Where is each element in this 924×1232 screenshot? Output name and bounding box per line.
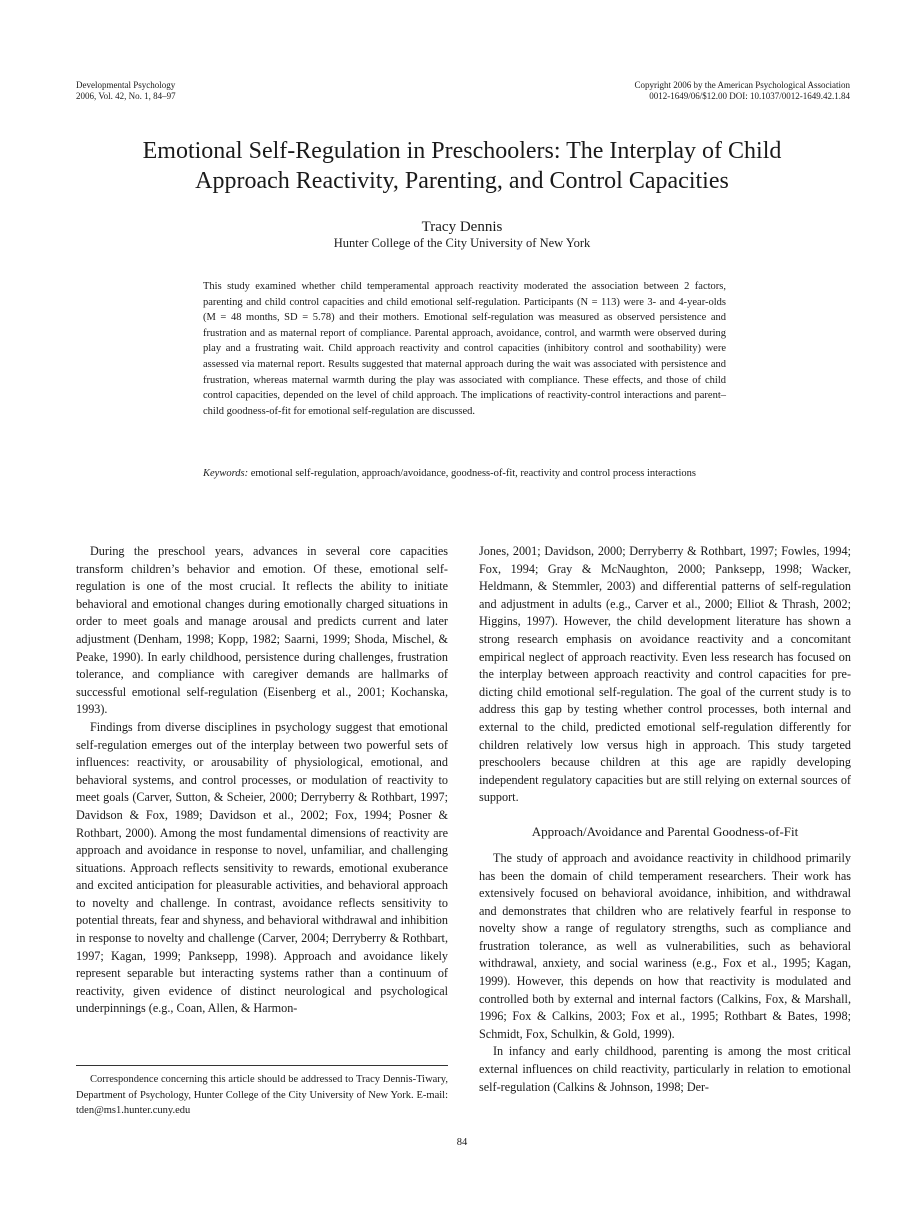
body-paragraph: Findings from diverse disciplines in psychology suggest that emotional self-regulation emerges out of the interplay between two powerful sets of influences: reactivity, or arousability of physiological, emotional, and behavioral systems, and control processes, or modulation of reactivity to meet goals (Carver, Sutton, & Scheier, 2000; Derryberry & Rothbart, 1997; Davidson & Fox, 1989; Davidson et al., 2002; Fox, 1994; Posner & Rothbart, 2000). Among the most fundamental dimensions of reactivity are approach and avoidance in response to novel, unfamiliar, and challenging situations. Approach reflects sensitivity to rewards, emotional exuberance and excited anticipation for pleasurable activities, and behavioral approach to novelty and challenge. In contrast, avoidance reflects sensitivity to potential threats, fear and shyness, and behavioral withdrawal and inhibition in response to novelty and challenge (Carver, 2004; Derryberry & Rothbart, 1997; Kagan, 1999; Panksepp, 1998). Approach and avoidance likely represent separable but interacting systems rather than a continuum of reactivity, given evidence of distinct neurological and psychological underpinnings (e.g., Coan, Allen, & Harmon-	[76, 719, 448, 1016]
keywords-text: emotional self-regulation, approach/avoidance, goodness-of-fit, reactivity and control process interactions	[248, 468, 696, 479]
body-paragraph: In infancy and early childhood, parenting is among the most critical external influences on child reactivity, particularly in relation to emotional self-regulation (Calkins & Johnson, 1998; Der-	[479, 1044, 851, 1094]
author-affiliation: Hunter College of the City University of New York	[333, 236, 591, 250]
article-title	[60, 136, 864, 196]
copyright-line: Copyright 2006 by the American Psychological Association	[634, 80, 850, 90]
journal-header	[76, 80, 176, 102]
keywords-label: Keywords:	[203, 468, 249, 479]
body-paragraph: The study of approach and avoidance reactivity in childhood primarily has been the domain of child temperament researchers. Their work has extensively focused on behavioral avoidance, inhibition, and withdrawal and demonstrates that children who are relatively fearful in response to novelty show a range of regulatory strengths, such as compliance and frustration tolerance, as well as vulnerabilities, such as behavioral withdrawal, anxiety, and social wariness (e.g., Fox et al., 1995; Kagan, 1999). However, this depends on how that reactivity is modulated and controlled both by external and internal factors (Calkins, Fox, & Marshall, 1996; Fox & Calkins, 2003; Fox et al., 1995; Rothbart & Bates, 1998; Schmidt, Fox, Schulkin, & Gold, 1999).	[479, 850, 851, 1041]
volume-info: 2006, Vol. 42, No. 1, 84–97	[76, 91, 176, 101]
body-column-left	[76, 543, 448, 1018]
copyright-header	[635, 80, 850, 102]
correspondence-footnote: Correspondence concerning this article should be addressed to Tracy Dennis-Tiwary, Department of Psychology, Hunter College of the City University of New York. E-mail: tden@ms1.hunter.cuny.edu	[76, 1074, 448, 1117]
journal-name: Developmental Psychology	[76, 80, 176, 90]
author-name: Tracy Dennis	[421, 219, 503, 235]
title-line-2: Approach Reactivity, Parenting, and Control Capacities	[195, 168, 729, 194]
body-column-right	[479, 543, 851, 1096]
page-number: 84	[456, 1137, 468, 1148]
title-line-1: Emotional Self-Regulation in Preschoolers: The Interplay of Child	[142, 138, 782, 164]
section-heading: Approach/Avoidance and Parental Goodness-of-Fit	[531, 823, 799, 839]
body-paragraph: During the preschool years, advances in several core capacities transform children’s behavior and emotion. Of these, emotional self-regulation is one of the most crucial. It reflects the ability to initiate behavioral and emotional changes during emotionally charged situations in order to meet goals and manage arousal and predicts current and later adjustment (Denham, 1998; Kopp, 1982; Saarni, 1999; Shoda, Mischel, & Peake, 1990). In early childhood, persistence during challenges, frustration tolerance, and compliance with caregiver demands are hallmarks of successful emotional self-regulation (Eisenberg et al., 2001; Kochanska, 1993).	[76, 544, 448, 717]
footnote-divider	[76, 1065, 448, 1066]
doi-line: 0012-1649/06/$12.00 DOI: 10.1037/0012-1649.42.1.84	[649, 91, 850, 101]
keywords	[203, 466, 726, 482]
body-paragraph: Jones, 2001; Davidson, 2000; Derryberry & Rothbart, 1997; Fowles, 1994; Fox, 1994; Gray & McNaughton, 2000; Panksepp, 1998; Wacker, Heldmann, & Stemmler, 2003) and differential patterns of self-regulation and adjustment in adults (e.g., Carver et al., 2000; Elliot & Thrash, 2002; Higgins, 1997). However, the child development literature has shown a strong research emphasis on avoidance reactivity and a concomitant empirical neglect of approach reactivity. Even less research has focused on the interplay between approach reactivity and control capacities for predicting child emotional self-regulation. The goal of the current study is to address this gap by testing whether control processes, both internal and external to the child, predicted emotional self-regulation differently for children relatively low versus high in approach. This study targeted preschoolers because children at this age are rapidly developing independent regulatory capacities but are still relying on external sources of support.	[479, 544, 851, 805]
abstract: This study examined whether child temperamental approach reactivity moderated the association between 2 factors, parenting and child control capacities and child emotional self-regulation. Participants (N = 113) were 3- and 4-year-olds (M = 48 months, SD = 5.78) and their mothers. Emotional self-regulation was measured as observed persistence and frustration and as maternal report of compliance. Parental approach, avoidance, control, and warmth were observed during play and a frustrating wait. Child approach reactivity and control capacities (inhibitory control and soothability) were assessed via maternal report. Results suggested that maternal approach during the wait was associated with persistence and frustration, whereas maternal warmth during the play was associated with compliance. These effects, and those of child control capacities, depended on the level of child approach. The implications of reactivity-control interactions and parent–child goodness-of-fit for emotional self-regulation are discussed.	[203, 281, 726, 417]
